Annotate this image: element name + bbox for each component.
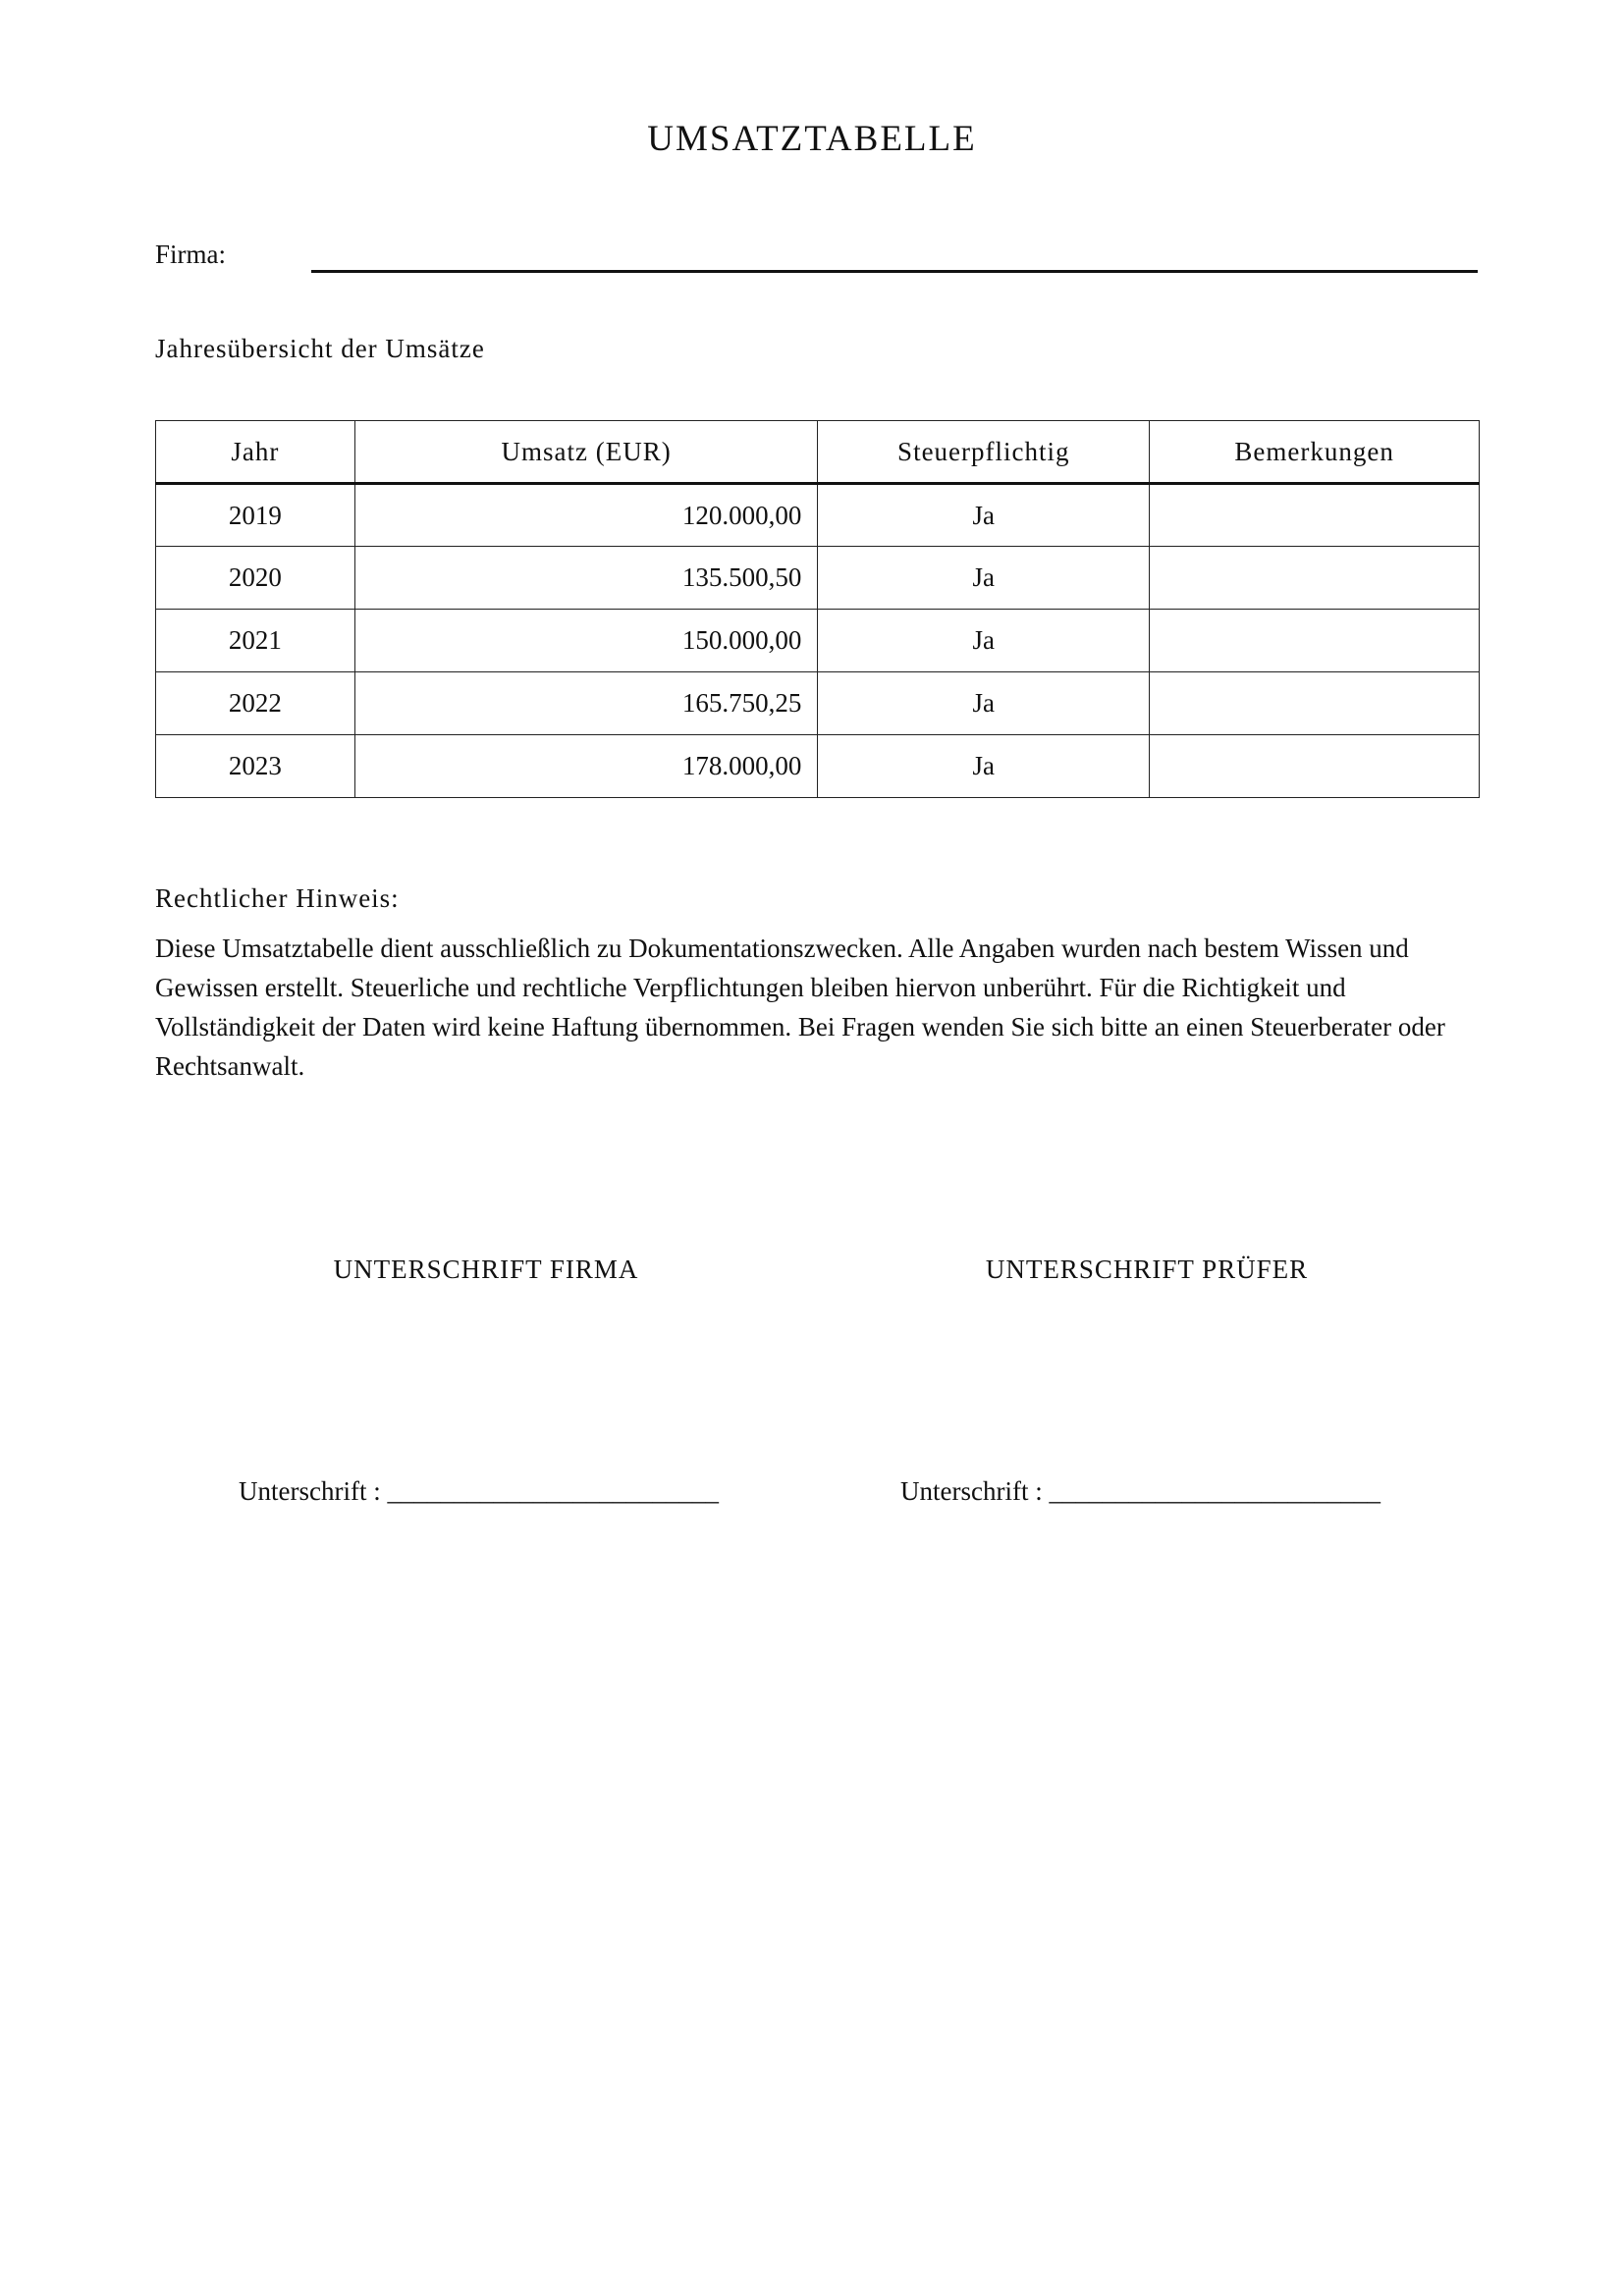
header-bemerkungen: Bemerkungen bbox=[1150, 421, 1480, 484]
header-umsatz: Umsatz (EUR) bbox=[354, 421, 818, 484]
legal-notice-title: Rechtlicher Hinweis: bbox=[155, 883, 400, 913]
header-jahr: Jahr bbox=[156, 421, 355, 484]
signature-heading-pruefer: UNTERSCHRIFT PRÜFER bbox=[985, 1255, 1309, 1284]
cell-steuerpflichtig: Ja bbox=[818, 735, 1150, 798]
table-header-row bbox=[156, 421, 1480, 484]
cell-umsatz: 135.500,50 bbox=[354, 547, 818, 610]
umsatz-table bbox=[155, 420, 1480, 798]
header-steuerpflichtig: Steuerpflichtig bbox=[818, 421, 1150, 484]
cell-jahr: 2019 bbox=[156, 484, 355, 547]
table-row bbox=[156, 484, 1480, 547]
signature-heading-firma: UNTERSCHRIFT FIRMA bbox=[333, 1255, 639, 1284]
cell-bemerkungen bbox=[1150, 547, 1480, 610]
legal-notice-text: Diese Umsatztabelle dient ausschließlich zu Dokumentationszwecken. Alle Angaben wurden nach bestem Wissen und Gewissen erstellt. Steuerliche und rechtliche Verpflichtungen bleiben hiervon unberührt. Für die Richtigkeit und Vollständigkeit der Daten wird keine Haftung übernommen. Bei Fragen wenden Sie sich bitte an einen Steuerberater oder Rechtsanwalt. bbox=[155, 934, 1445, 1081]
cell-jahr: 2023 bbox=[156, 735, 355, 798]
table-row bbox=[156, 547, 1480, 610]
table-row bbox=[156, 735, 1480, 798]
cell-steuerpflichtig: Ja bbox=[818, 610, 1150, 672]
signature-line-pruefer[interactable]: Unterschrift : _________________________ bbox=[900, 1476, 1380, 1506]
firma-input-line[interactable] bbox=[311, 270, 1478, 273]
cell-bemerkungen bbox=[1150, 610, 1480, 672]
cell-umsatz: 120.000,00 bbox=[354, 484, 818, 547]
cell-steuerpflichtig: Ja bbox=[818, 672, 1150, 735]
cell-jahr: 2020 bbox=[156, 547, 355, 610]
cell-umsatz: 178.000,00 bbox=[354, 735, 818, 798]
table-row bbox=[156, 672, 1480, 735]
cell-bemerkungen bbox=[1150, 672, 1480, 735]
signature-line-firma[interactable]: Unterschrift : _________________________ bbox=[239, 1476, 719, 1506]
cell-steuerpflichtig: Ja bbox=[818, 547, 1150, 610]
cell-jahr: 2022 bbox=[156, 672, 355, 735]
cell-umsatz: 150.000,00 bbox=[354, 610, 818, 672]
table-row bbox=[156, 610, 1480, 672]
cell-umsatz: 165.750,25 bbox=[354, 672, 818, 735]
table-subtitle: Jahresübersicht der Umsätze bbox=[155, 334, 485, 363]
firma-label: Firma: bbox=[155, 240, 226, 269]
cell-steuerpflichtig: Ja bbox=[818, 484, 1150, 547]
cell-bemerkungen bbox=[1150, 735, 1480, 798]
cell-bemerkungen bbox=[1150, 484, 1480, 547]
cell-jahr: 2021 bbox=[156, 610, 355, 672]
document-title: UMSATZTABELLE bbox=[647, 119, 977, 159]
